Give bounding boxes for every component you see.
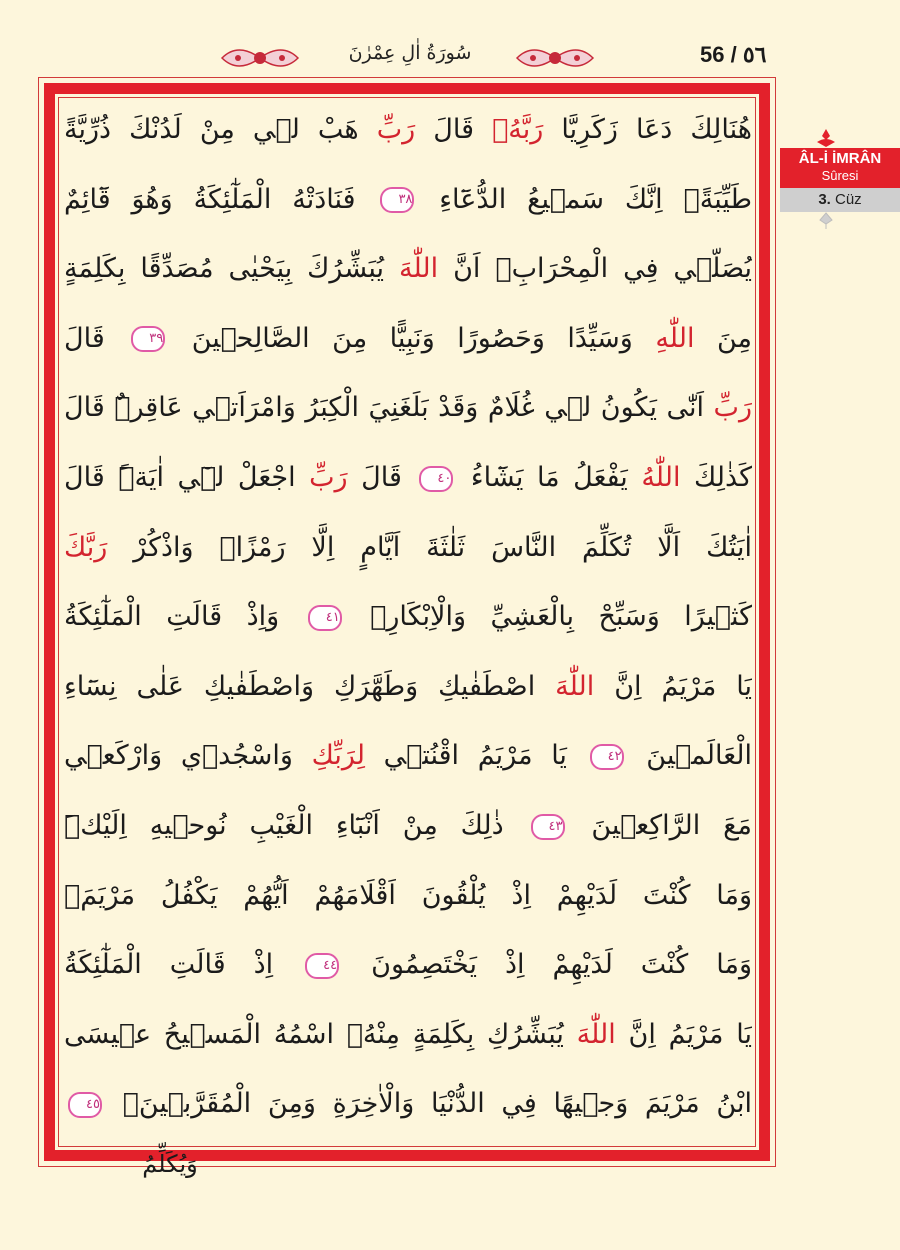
ayah-number-marker: ٤٤: [305, 953, 339, 979]
text-line: [64, 587, 752, 647]
text-line: [64, 1074, 752, 1134]
verse-text: اَنّٰى يَكُونُ لٖي غُلَامٌ وَقَدْ بَلَغَنِيَ الْكِبَرُ وَامْرَاَتٖي عَاقِرٌۜ قَالَ: [64, 392, 714, 424]
text-line: [64, 726, 752, 786]
verse-text: يُبَشِّرُكِ بِكَلِمَةٍ مِنْهُۙ اسْمُهُ الْمَسٖيحُ عٖيسَى: [64, 1018, 577, 1050]
divine-name-text: اللّٰهَ: [399, 253, 439, 285]
verse-text: يَا مَرْيَمُ اِنَّ: [594, 670, 752, 702]
surah-name-tab[interactable]: [780, 148, 900, 188]
ayah-number-marker: ٤٣: [531, 814, 565, 840]
header-ornament-left-icon: [218, 40, 302, 76]
catchword: وَيُكَلِّمُ: [142, 1150, 198, 1178]
verse-text: يُبَشِّرُكَ بِيَحْيٰى مُصَدِّقًا بِكَلِمَةٍ: [64, 253, 400, 285]
verse-text: هُنَالِكَ دَعَا زَكَرِيَّا: [543, 114, 752, 145]
tab-top-ornament-icon: [814, 128, 838, 148]
verse-text: وَسَيِّدًا وَحَصُورًا وَنَبِيًّا مِنَ الصَّالِحٖينَ: [169, 322, 656, 354]
juz-tab[interactable]: [780, 188, 900, 212]
verse-text: اِذْ قَالَتِ الْمَلٰٓئِكَةُ: [64, 949, 302, 981]
ayah-number-marker: ٤٢: [590, 744, 624, 770]
verse-text: ابْنُ مَرْيَمَ وَجٖيهًا فِي الدُّنْيَا وَالْاٰخِرَةِ وَمِنَ الْمُقَرَّبٖينَۙ: [106, 1088, 752, 1120]
verse-text: وَمَا كُنْتَ لَدَيْهِمْ اِذْ يُلْقُونَ اَقْلَامَهُمْ اَيُّهُمْ يَكْفُلُ مَرْيَمَۖ: [64, 879, 752, 911]
verse-text: وَاسْجُدٖي وَارْكَعٖي: [64, 740, 312, 772]
surah-side-tab: [780, 128, 900, 228]
divine-name-text: لِرَبِّكِ: [311, 740, 365, 772]
tab-bottom-ornament-icon: [818, 212, 834, 230]
divine-name-text: اللّٰهَ: [576, 1018, 616, 1050]
text-line: [64, 239, 752, 299]
text-line: [64, 518, 752, 578]
text-line: [64, 1005, 752, 1065]
verse-text: قَالَ: [64, 322, 128, 354]
text-line: [64, 866, 752, 926]
ayah-number-marker: ٣٨: [380, 187, 414, 213]
verse-text: مَعَ الرَّاكِعٖينَ: [568, 810, 752, 841]
ayah-number-marker: ٣٩: [131, 326, 165, 352]
verse-text: وَمَا كُنْتَ لَدَيْهِمْ اِذْ يَخْتَصِمُونَ: [343, 949, 752, 981]
verse-text: فَنَادَتْهُ الْمَلٰٓئِكَةُ وَهُوَ قَٓائِمٌ: [64, 183, 377, 215]
verse-text: وَاِذْ قَالَتِ الْمَلٰٓئِكَةُ: [64, 601, 304, 633]
divine-name-text: رَبِّ: [309, 462, 348, 493]
verse-text: اٰيَتُكَ اَلَّا تُكَلِّمَ النَّاسَ ثَلٰثَةَ اَيَّامٍ اِلَّا رَمْزًاۜ وَاذْكُرْ: [107, 531, 752, 563]
verse-text: يَا مَرْيَمُ اقْنُتٖي: [364, 740, 586, 772]
header-ornament-right-icon: [513, 40, 597, 76]
verse-text: الْعَالَمٖينَ: [627, 740, 752, 772]
surah-title: سُورَةُ اٰلِ عِمْرٰنَ: [348, 42, 472, 64]
divine-name-text: اللّٰهُ: [641, 462, 681, 493]
verse-text: طَيِّبَةًۚ اِنَّكَ سَمٖيعُ الدُّعَٓاءِ: [418, 183, 752, 215]
divine-name-text: رَبِّ: [376, 114, 416, 145]
text-line: [64, 796, 752, 856]
text-line: [64, 935, 752, 995]
text-line: [64, 100, 752, 160]
verse-text: مِنَ: [694, 322, 752, 354]
verse-text: كَذٰلِكَ: [680, 462, 752, 493]
divine-name-text: رَبَّهُۚ: [492, 114, 544, 145]
text-line: [64, 448, 752, 508]
juz-label: Cüz: [835, 191, 862, 208]
divine-name-text: اللّٰهَ: [555, 670, 595, 702]
juz-number: 3.: [818, 191, 831, 208]
ayah-number-marker: ٤٥: [68, 1092, 102, 1118]
divine-name-text: رَبِّ: [713, 392, 752, 424]
verse-text: يَا مَرْيَمُ اِنَّ: [615, 1018, 752, 1050]
verse-text: ذٰلِكَ مِنْ اَنْبَٓاءِ الْغَيْبِ نُوحٖيهِ اِلَيْكَۜ: [64, 810, 527, 841]
page-number: 56 / ٥٦: [700, 42, 767, 67]
surah-name-label: ÂL-İ İMRÂN: [798, 150, 882, 167]
text-line: [64, 170, 752, 230]
ayah-number-marker: ٤١: [308, 605, 342, 631]
text-line: [64, 657, 752, 717]
text-line: [64, 378, 752, 438]
verse-text: هَبْ لٖي مِنْ لَدُنْكَ ذُرِّيَّةً: [64, 114, 377, 145]
ayah-number-marker: ٤٠: [419, 466, 453, 492]
verse-text: يُصَلّٖي فِي الْمِحْرَابِۙ اَنَّ: [438, 253, 752, 285]
divine-name-text: رَبَّكَ: [64, 531, 108, 563]
page-header: [210, 38, 780, 78]
verse-text: قَالَ: [415, 114, 493, 145]
surah-label: Sûresi: [821, 168, 859, 183]
verse-text: اصْطَفٰيكِ وَطَهَّرَكِ وَاصْطَفٰيكِ عَلٰى نِسَٓاءِ: [64, 670, 556, 702]
verse-text: قَالَ: [347, 462, 416, 493]
text-line: [64, 309, 752, 369]
verse-text: كَثٖيرًا وَسَبِّحْ بِالْعَشِيِّ وَالْاِبْكَارِۚ: [345, 601, 752, 633]
divine-name-text: اللّٰهِ: [655, 322, 695, 354]
quran-text-block: [64, 100, 752, 1145]
verse-text: يَفْعَلُ مَا يَشَٓاءُ: [457, 462, 642, 493]
verse-text: اجْعَلْ لٖٓي اٰيَةًۜ قَالَ: [64, 462, 310, 493]
